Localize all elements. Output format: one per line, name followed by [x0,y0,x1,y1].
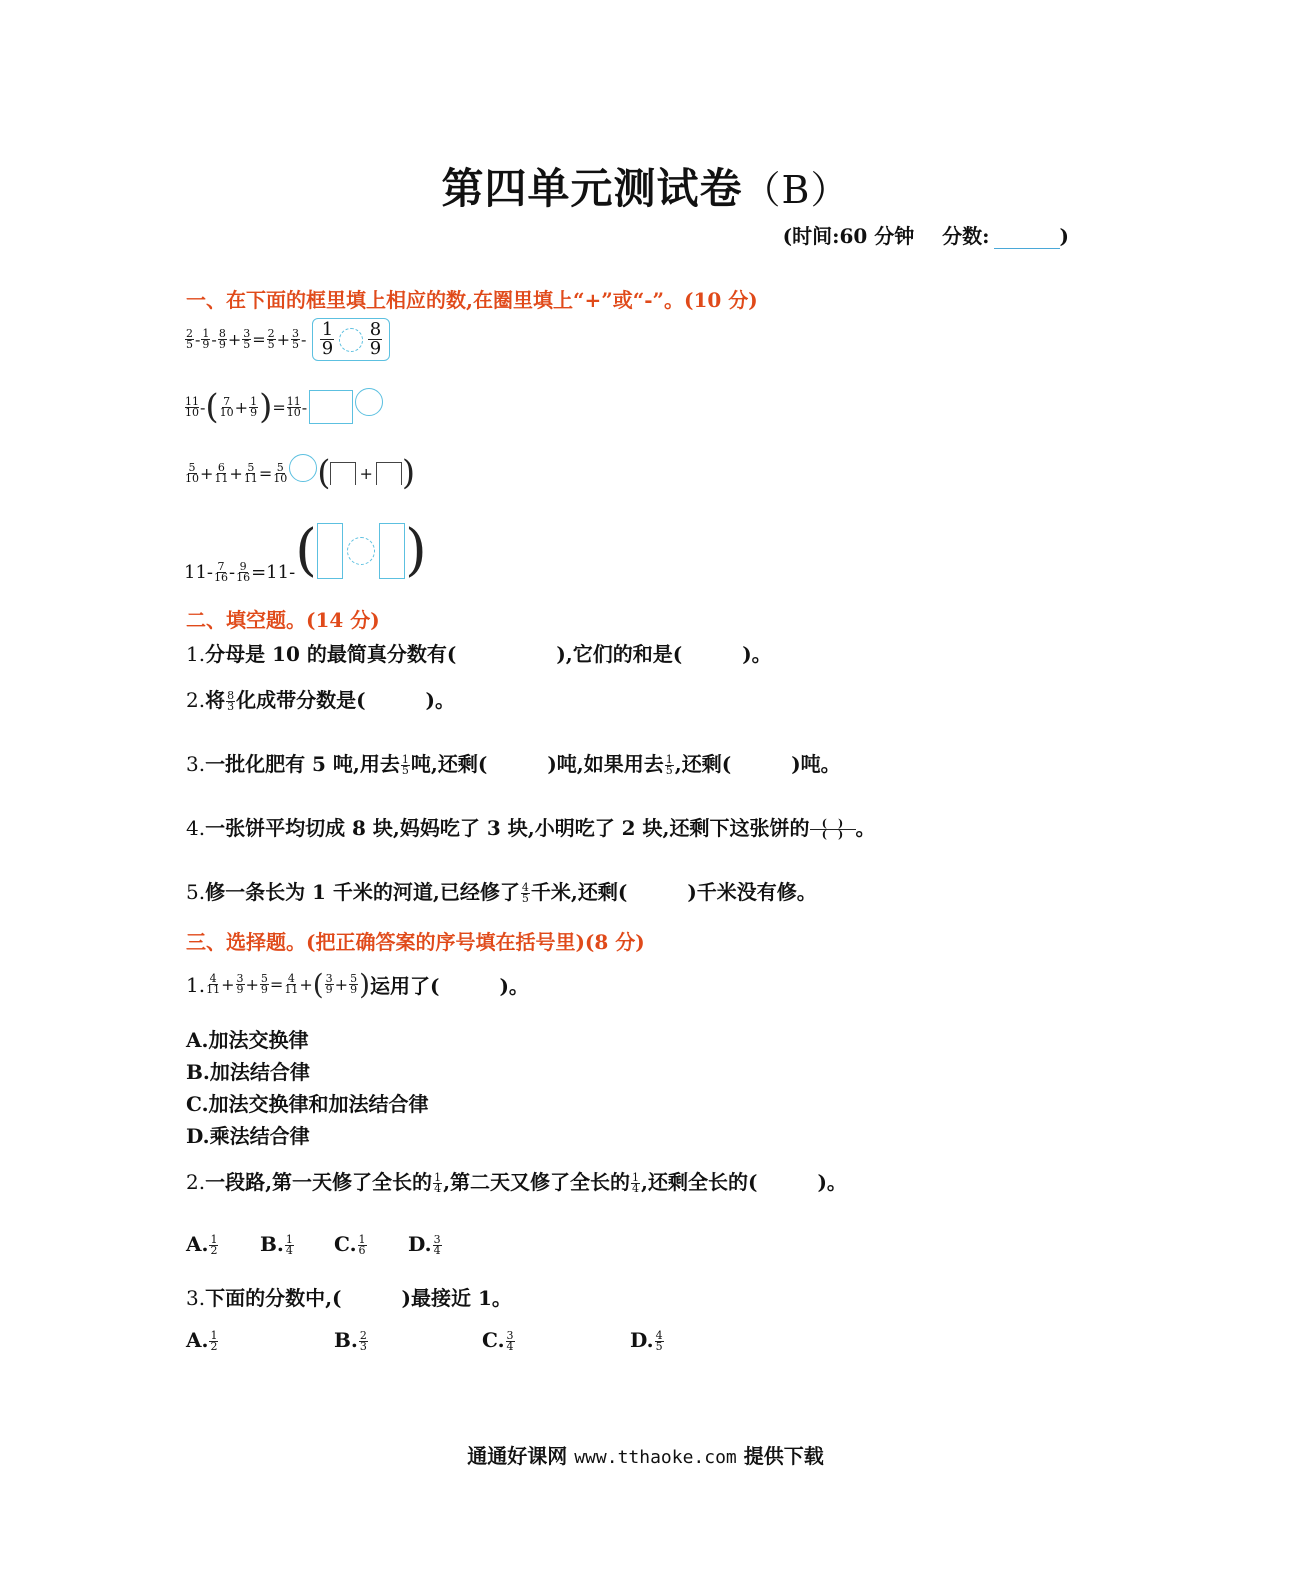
q-text: 分母是 10 的最简真分数有( ),它们的和是( )。 [205,642,772,666]
option-label: C. [334,1232,357,1256]
exam-meta [783,220,1069,249]
answer-box-3a[interactable] [330,462,356,485]
q-text: 运用了( )。 [370,974,529,998]
option-label: D. [408,1232,432,1256]
page-title [0,156,1291,216]
expression-3: 5 10 + 6 11 + 5 11 = 5 10 ( + ) [185,453,416,493]
footer-url[interactable]: www.tthaoke.com [574,1447,737,1468]
answer-bracket-1[interactable]: 1 9 8 9 [312,318,390,361]
option-3-2-d[interactable]: D. $\frac{3}{4}$ [408,1232,441,1257]
q-text: 一批化肥有 5 吨,用去 [205,752,400,776]
option-3-3-c[interactable]: C. $\frac{3}{4}$ [482,1328,514,1353]
time-label: (时间:60 分钟 [782,224,915,248]
title-variant: （B） [742,168,850,212]
q-text: 化成带分数是( )。 [236,688,456,712]
option-label: D. [630,1328,654,1352]
expression-1: 2 5 - 1 9 - 8 9 + 3 5 = 2 5 + 3 5 - 1 9 8 9 [184,318,390,361]
option-3-1-b[interactable]: B.加法结合律 [186,1060,310,1084]
operator-circle-3[interactable] [289,454,317,482]
answer-box-2[interactable] [309,390,353,424]
option-3-1-c[interactable]: C.加法交换律和加法结合律 [186,1092,429,1116]
q-number: 5. [186,880,206,904]
question-3-3 [186,1282,512,1311]
q-text: 千米,还剩( )千米没有修。 [530,880,817,904]
title-text: 第四单元测试卷 [441,164,743,213]
q-number: 1. [186,642,206,666]
q-number: 4. [186,816,206,840]
q-number: 1. [186,972,206,997]
option-3-2-b[interactable]: B. $\frac{1}{4}$ [260,1232,293,1257]
q-text: 下面的分数中,( )最接近 1。 [205,1286,512,1310]
question-2-4 [186,812,876,841]
q-text: 一张饼平均切成 8 块,妈妈吃了 3 块,小明吃了 2 块,还剩下这张饼的 [205,816,810,840]
option-3-3-d[interactable]: D. $\frac{4}{5}$ [630,1328,663,1353]
fraction-blank[interactable]: ( ) ( ) [810,819,856,840]
q-text: 一段路,第一天修了全长的 [205,1170,433,1194]
option-3-2-c[interactable]: C. $\frac{1}{6}$ [334,1232,366,1257]
q-number: 3. [186,1286,206,1310]
option-label: B. [260,1232,284,1256]
option-label: B. [334,1328,358,1352]
q-number: 2. [186,1170,206,1194]
q-text: ,还剩全长的( )。 [641,1170,847,1194]
q-text: 。 [855,816,876,840]
operator-circle-1[interactable] [339,328,363,352]
q-text: 将 [205,688,226,712]
q-number: 3. [186,752,206,776]
section3-heading: 三、选择题。(把正确答案的序号填在括号里)(8 分) [186,930,645,954]
option-3-2-a[interactable]: A. $\frac{1}{2}$ [186,1232,218,1257]
question-3-2: 2.一段路,第一天修了全长的 $\frac{1}{4}$ ,第二天又修了全长的 $\frac{1}{4}$ ,还剩全长的( )。 [186,1170,847,1195]
option-3-3-b[interactable]: B. $\frac{2}{3}$ [334,1328,367,1353]
score-blank[interactable] [994,226,1060,249]
expression-4: 11- 7 16 - 9 16 =11- ( ) [184,517,427,584]
answer-box-3b[interactable] [376,462,402,485]
score-label: 分数: [942,224,990,248]
option-3-3-a[interactable]: A. $\frac{1}{2}$ [186,1328,218,1353]
q-number: 2. [186,688,206,712]
section1-heading: 一、在下面的框里填上相应的数,在圈里填上“+”或“-”。(10 分) [186,288,758,312]
question-3-1: 1. 4 11 + 3 9 + 5 9 = 4 11 + ( 3 9 + 5 9 ) 运用了( )。 [186,967,529,1001]
q-text: 修一条长为 1 千米的河道,已经修了 [205,880,520,904]
question-2-2: 2.将 $\frac{8}{3}$ 化成带分数是( )。 [186,688,456,713]
option-3-1-a[interactable]: A.加法交换律 [186,1028,309,1052]
q-text: ,还剩( )吨。 [674,752,841,776]
question-2-3: 3.一批化肥有 5 吨,用去 $\frac{1}{5}$ 吨,还剩( )吨,如果用去 $\frac{1}{5}$ ,还剩( )吨。 [186,752,841,777]
option-label: C. [482,1328,505,1352]
operator-circle-4[interactable] [347,537,375,565]
footer [0,1440,1291,1469]
option-label: A. [186,1328,209,1352]
q-text: 吨,还剩( )吨,如果用去 [410,752,664,776]
option-3-1-d[interactable]: D.乘法结合律 [186,1124,310,1148]
option-label: A. [186,1232,209,1256]
question-2-1 [186,638,772,667]
expression-2: 11 10 - ( 7 10 + 1 9 ) = 11 10 - [184,390,383,424]
footer-site: 通通好课网 [467,1444,568,1468]
q-text: ,第二天又修了全长的 [443,1170,631,1194]
section2-heading: 二、填空题。(14 分) [186,608,380,632]
footer-note: 提供下载 [743,1444,824,1468]
question-2-5: 5.修一条长为 1 千米的河道,已经修了 $\frac{4}{5}$ 千米,还剩( )千米没有修。 [186,880,817,905]
answer-box-4a[interactable] [317,523,343,579]
operator-circle-2[interactable] [355,388,383,416]
meta-close: ) [1059,224,1069,248]
answer-box-4b[interactable] [379,523,405,579]
